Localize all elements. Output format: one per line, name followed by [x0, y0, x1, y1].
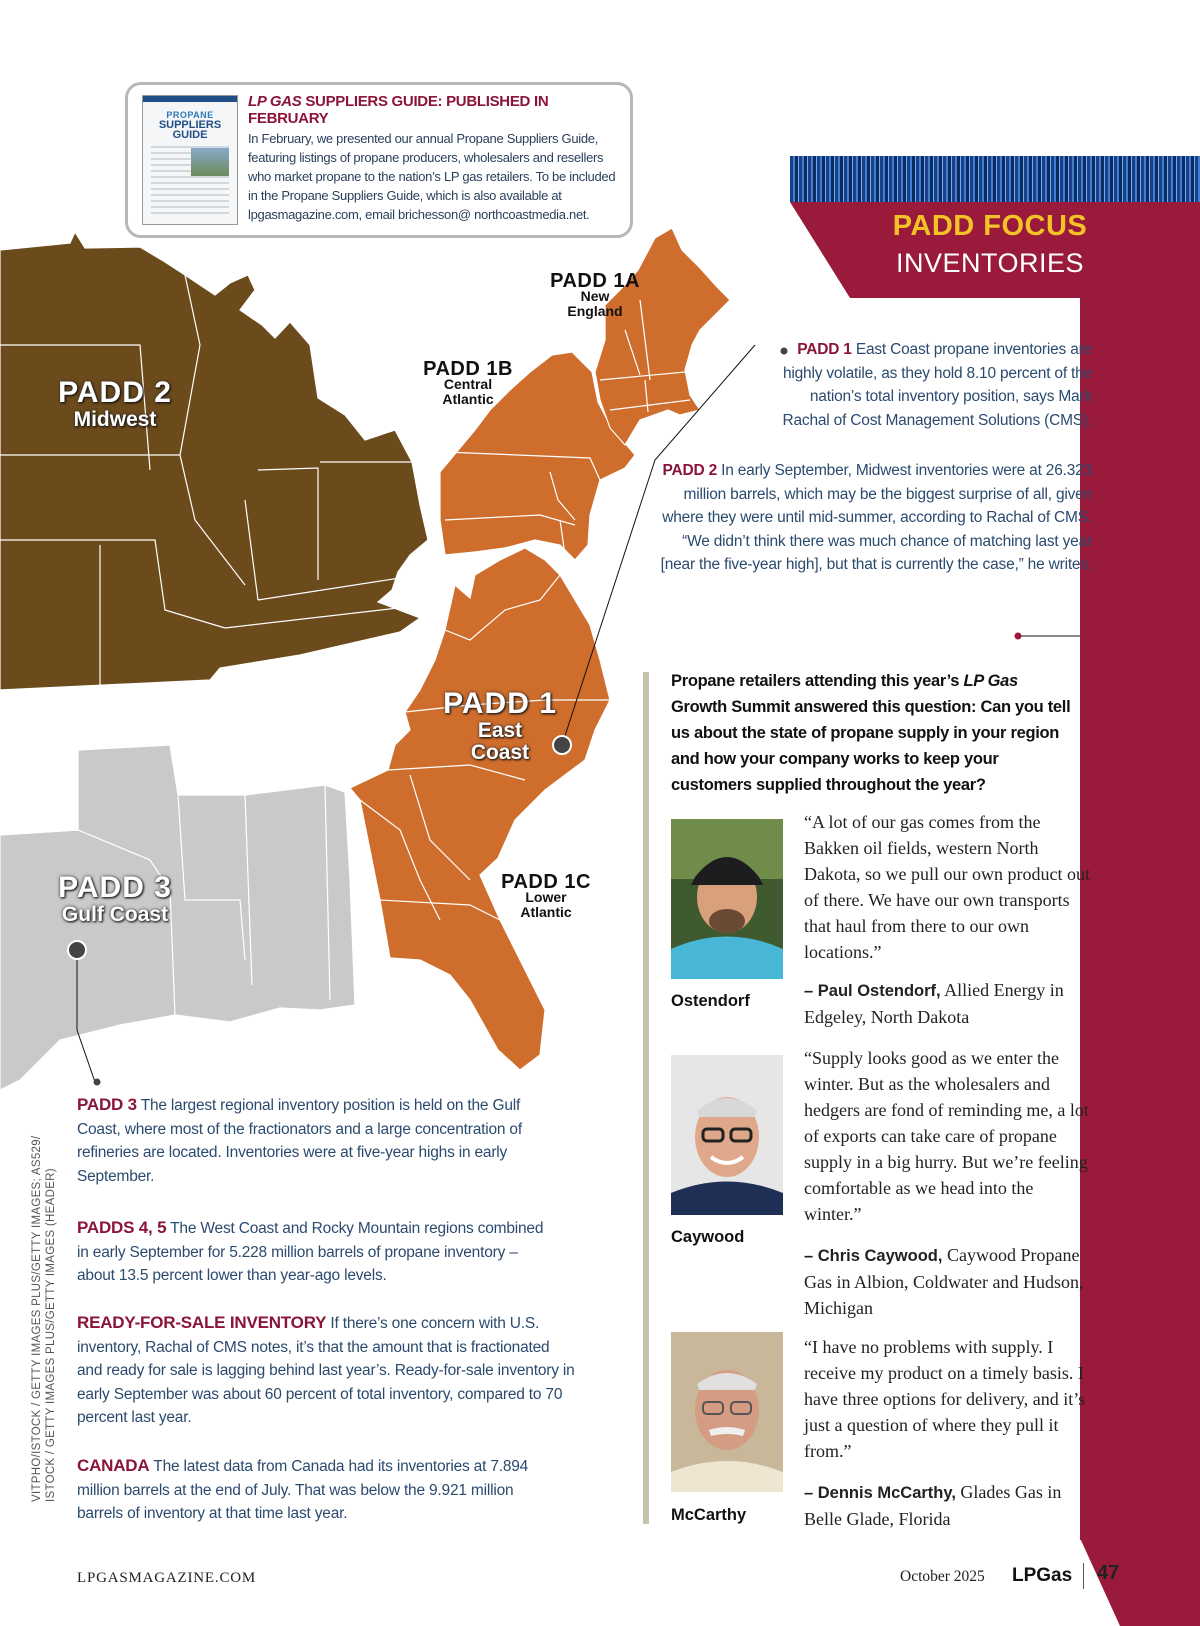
- padd1-sub2: Coast: [470, 741, 530, 764]
- caywood-attrib-name: – Chris Caywood,: [804, 1247, 943, 1265]
- caywood-quote: “Supply looks good as we enter the winter. But as the wholesalers and hedgers are fond of reminding me, a lot of exports can take care of propane supply in a big hurry. But we’re feeling comfortable as we head into the winter.”: [804, 1048, 1089, 1224]
- canada-note: [77, 1454, 557, 1526]
- padd45-note-label: PADDS 4, 5: [77, 1218, 167, 1237]
- padd1b-label: [408, 358, 528, 407]
- padd1c-sub2: Atlantic: [520, 904, 572, 920]
- caywood-attribution: [804, 1242, 1094, 1321]
- summit-question-part1: Propane retailers attending this year’s: [671, 672, 964, 690]
- ready-for-sale-note: [77, 1311, 577, 1430]
- photo-credit-line2: ISTOCK / GETTY IMAGES PLUS/GETTY IMAGES (HEADER): [45, 1168, 57, 1502]
- caywood-attrib-rest: Caywood Propane Gas in Albion, Coldwater and Hudson, Michigan: [804, 1245, 1084, 1318]
- padd1-note: [760, 338, 1092, 432]
- padd3-name: PADD 3: [58, 871, 172, 904]
- padd1a-sub2: England: [567, 303, 623, 319]
- padd1c-sub1: Lower: [525, 889, 567, 905]
- caywood-photo: [671, 1055, 783, 1215]
- canada-note-label: CANADA: [77, 1456, 150, 1475]
- padd1-note-label: PADD 1: [797, 341, 852, 358]
- summit-question-part2: Growth Summit answered this question: Can you tell us about the state of propane supply in your region and how your company works to keep your customers supplied throughout the year?: [671, 698, 1071, 794]
- footer-separator: [1083, 1563, 1084, 1589]
- padd3-marker: [68, 941, 86, 959]
- banner-stripe-image: [790, 156, 1200, 202]
- ostendorf-attribution: [804, 977, 1094, 1030]
- padd2-note-label: PADD 2: [662, 462, 718, 479]
- guide-headline-rest: SUPPLIERS GUIDE: PUBLISHED IN FEBRUARY: [248, 93, 549, 127]
- caywood-name: Caywood: [671, 1228, 745, 1246]
- mccarthy-attrib-rest: Glades Gas in Belle Glade, Florida: [804, 1482, 1062, 1529]
- footer-date: October 2025: [900, 1568, 985, 1585]
- padd3-note-text: The largest regional inventory position is held on the Gulf Coast, where most of the fractionators and a large concentration of refineries are located. Inventories were at five-year highs in early September.: [77, 1097, 522, 1185]
- padd1-name: PADD 1: [443, 687, 557, 720]
- canada-note-text: The latest data from Canada had its inventories at 7.894 million barrels at the end of July. That was below the 9.921 million barrels of inventory at that time last year.: [77, 1458, 529, 1522]
- ostendorf-attrib-rest: Allied Energy in Edgeley, North Dakota: [804, 980, 1064, 1027]
- padd2-note: [660, 459, 1092, 577]
- padd1a-region: [595, 228, 730, 445]
- ready-for-sale-text: If there’s one concern with U.S. inventory, Rachal of CMS notes, it’s that the amount that is fractionated and ready for sale is lagging behind last year’s. Ready-for-sale inventory in early September was about 60 percent of total inventory, compared to 70 percent last year.: [77, 1315, 575, 1426]
- padd1a-label: [536, 270, 654, 319]
- padd2-name: PADD 2: [58, 376, 172, 409]
- divider-dot: [1015, 633, 1022, 640]
- mccarthy-quote: “I have no problems with supply. I receive my product on a timely basis. I have three options for delivery, and it’s just a question of where they pull it from.”: [804, 1337, 1086, 1461]
- ostendorf-name: Ostendorf: [671, 992, 750, 1010]
- ready-for-sale-label: READY-FOR-SALE INVENTORY: [77, 1313, 327, 1332]
- padd2-region: [0, 232, 428, 690]
- mccarthy-photo: [671, 1332, 783, 1492]
- banner-title: PADD FOCUS: [892, 210, 1088, 242]
- padd3-label: [40, 872, 190, 926]
- padd45-note-text: The West Coast and Rocky Mountain regions combined in early September for 5.228 million barrels of propane inventory – about 13.5 percent lower than year-ago levels.: [77, 1220, 544, 1284]
- padd1c-label: [486, 871, 606, 920]
- guide-headline-italic: LP GAS: [248, 93, 302, 110]
- padd3-sub: Gulf Coast: [61, 903, 169, 926]
- padd3-note-dot: [94, 1079, 101, 1086]
- padd1b-sub1: Central: [443, 376, 493, 392]
- padd1b-sub2: Atlantic: [442, 391, 494, 407]
- padd1a-sub1: New: [580, 288, 610, 304]
- padd1c-name: PADD 1C: [501, 871, 591, 893]
- cover-title-line1: PROPANE: [166, 110, 214, 120]
- footer-website: LPGASMAGAZINE.COM: [77, 1570, 257, 1586]
- summit-question-italic: LP Gas: [963, 672, 1018, 690]
- mccarthy-attribution: [804, 1479, 1094, 1532]
- summit-vertical-rule: [643, 672, 649, 1524]
- ostendorf-attrib-name: – Paul Ostendorf,: [804, 982, 941, 1000]
- padd45-note: [77, 1216, 557, 1288]
- cover-title-line2: SUPPLIERS GUIDE: [158, 119, 222, 141]
- padd2-sub: Midwest: [73, 408, 157, 431]
- mccarthy-name: McCarthy: [671, 1506, 747, 1524]
- mccarthy-attrib-name: – Dennis McCarthy,: [804, 1484, 956, 1502]
- padd2-note-text: In early September, Midwest inventories were at 26.323 million barrels, which may be the biggest surprise of all, given where they were until mid-summer, according to Rachal of CMS. “We didn’t think there was much chance of matching last year [near the five-year high], but that is currently the case,” he writes.: [660, 462, 1092, 573]
- padd2-label: [40, 377, 190, 431]
- padd1-note-text: East Coast propane inventories are highly volatile, as they hold 8.10 percent of the nation’s total inventory position, says Mark Rachal of Cost Management Solutions (CMS).: [782, 341, 1092, 429]
- padd1-sub1: East: [477, 719, 523, 742]
- photo-credit-line1: VITPHO/ISTOCK / GETTY IMAGES PLUS/GETTY IMAGES; AS529/: [31, 1135, 43, 1502]
- ostendorf-quote: “A lot of our gas comes from the Bakken oil fields, western North Dakota, so we pull our own product out of there. We have our own transports that haul from there to our own locations.”: [804, 812, 1090, 962]
- banner-subtitle: INVENTORIES: [895, 248, 1085, 278]
- summit-question: [671, 668, 1071, 798]
- padd3-note-label: PADD 3: [77, 1095, 137, 1114]
- footer-brand-logo: LPGas: [1012, 1565, 1073, 1586]
- page-number: 47: [1097, 1562, 1120, 1584]
- padd3-note: [77, 1093, 557, 1188]
- padd1-label: [420, 688, 580, 764]
- padd1b-name: PADD 1B: [423, 358, 513, 380]
- padd1a-name: PADD 1A: [550, 270, 640, 292]
- guide-body: In February, we presented our annual Propane Suppliers Guide, featuring listings of propane producers, wholesalers and resellers who market propane to the nation’s LP gas retailers. To be included in the Propane Suppliers Guide, which is also available at lpgasmagazine.com, email brichesson@ northcoastmedia.net.: [248, 131, 616, 222]
- ostendorf-photo: [671, 819, 783, 979]
- photo-credit: [30, 1102, 60, 1502]
